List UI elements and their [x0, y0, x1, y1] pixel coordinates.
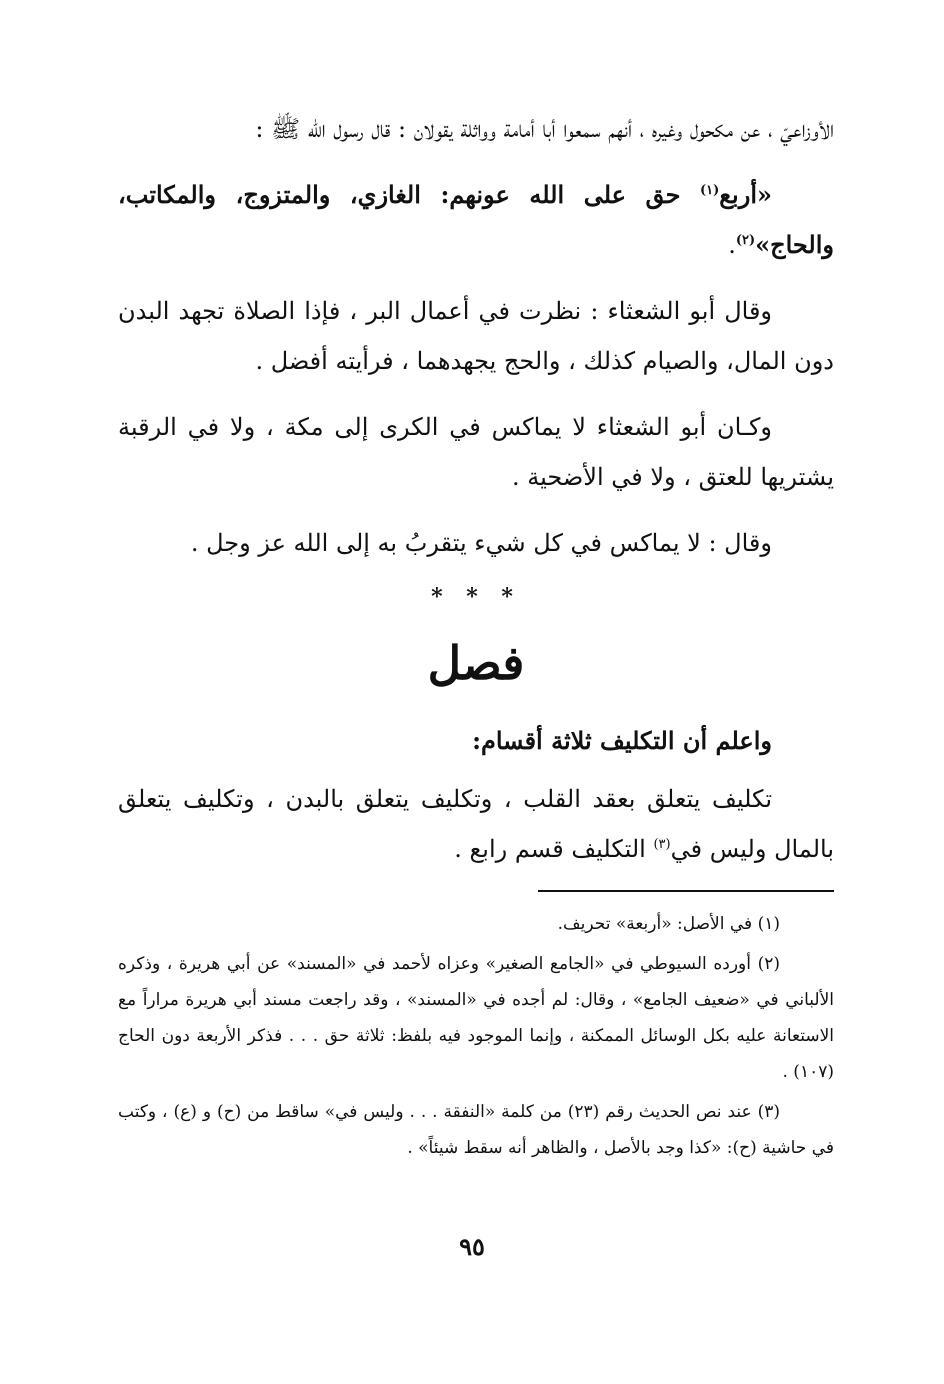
intro-text: واعلم أن التكليف ثلاثة أقسام: — [472, 726, 772, 755]
footnote-3 — [118, 1094, 834, 1166]
footnote-marker-2[interactable]: (٢) — [735, 233, 756, 248]
hadith-text-part: حق على الله عونهم: الغازي، والمتزوج، والمكاتب، والحاج» — [118, 180, 834, 259]
section-title: فصل — [427, 636, 525, 690]
footnote-1 — [118, 906, 834, 942]
footnote-text: (٢) أورده السيوطي في «الجامع الصغير» وعزاه لأحمد في «المسند» عن أبي هريرة ، وذكره الألباني في «ضعيف الجامع» ، وقال: لم أجده في «المسند» ، وقد راجعت مسند أبي هريرة مراراً مع الاستعانة عليه بكل الوسائل الممكنة ، وإنما الموجود فيه بلفظ: ثلاثة حق . . . فذكر الأربعة دون الحاج (١٠٧) . — [118, 954, 834, 1082]
section-separator: * * * — [431, 584, 521, 610]
footnote-text: (٣) عند نص الحديث رقم (٢٣) من كلمة «النفقة . . . وليس في» ساقط من (ح) و (ع) ، وكتب في حاشية (ح): «كذا وجد بالأصل ، والظاهر أنه سقط شيئاً» . — [118, 1102, 834, 1158]
paragraph-text: التكليف قسم رابع . — [454, 835, 654, 863]
footnote-marker-3[interactable]: (٣) — [653, 837, 671, 852]
paragraph-isnad — [118, 104, 834, 154]
footnote-marker-1[interactable]: (١) — [699, 183, 720, 198]
paragraph-text: تكليف يتعلق بعقد القلب ، وتكليف يتعلق بالبدن ، وتكليف يتعلق بالمال وليس في — [118, 785, 834, 863]
footnote-divider — [538, 890, 834, 892]
paragraph-text: الأوزاعيّ ، عن مكحول وغيره ، أنهم سمعوا أبا أمامة وواثلة يقولان : قال رسول الله ﷺ : — [255, 115, 834, 143]
hadith-end-mark: . — [728, 231, 736, 259]
paragraph-abu-shaatha-3 — [118, 518, 834, 568]
paragraph-text: وقال : لا يماكس في كل شيء يتقربُ به إلى الله عز وجل . — [190, 529, 772, 557]
paragraph-abu-shaatha-2 — [118, 402, 834, 502]
paragraph-abu-shaatha-1 — [118, 286, 834, 386]
hadith-text — [118, 170, 834, 270]
footnote-2 — [118, 946, 834, 1090]
paragraph-text: وكـان أبو الشعثاء لا يماكس في الكرى إلى مكة ، ولا في الرقبة يشتريها للعتق ، ولا في الأضحية . — [118, 413, 834, 491]
section-intro — [118, 716, 834, 766]
paragraph-taklif — [118, 774, 834, 874]
paragraph-text: وقال أبو الشعثاء : نظرت في أعمال البر ، فإذا الصلاة تجهد البدن دون المال، والصيام كذلك ، والحج يجهدهما ، فرأيته أفضل . — [118, 297, 834, 375]
page-number: ٩٥ — [459, 1232, 485, 1261]
footnote-text: (١) في الأصل: «أربعة» تحريف. — [557, 914, 780, 934]
hadith-text-part: «أربع — [719, 180, 772, 209]
